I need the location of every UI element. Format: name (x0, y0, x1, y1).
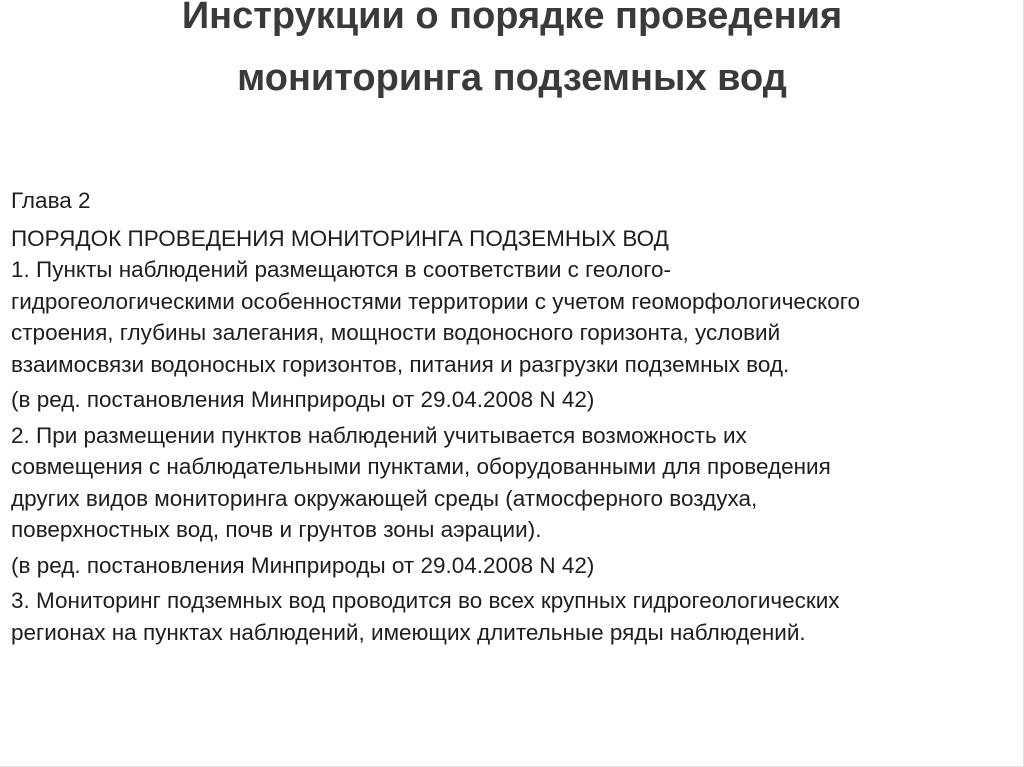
item-3-line: регионах на пунктах наблюдений, имеющих длительные ряды наблюдений. (11, 619, 806, 645)
slide-title-line-2: мониторинга подземных вод (237, 57, 787, 99)
section-heading: ПОРЯДОК ПРОВЕДЕНИЯ МОНИТОРИНГА ПОДЗЕМНЫХ ВОД (11, 225, 669, 251)
slide-body (11, 185, 1011, 648)
item-1-line: 1. Пункты наблюдений размещаются в соответствии с геолого- (11, 257, 672, 282)
item-3-line: 3. Мониторинг подземных вод проводится во всех крупных гидрогеологических (11, 588, 840, 613)
item-2-line: поверхностных вод, почв и грунтов зоны аэрации). (11, 517, 542, 542)
slide-title (0, 0, 1024, 109)
item-1-line: строения, глубины залегания, мощности водоносного горизонта, условий (11, 320, 781, 345)
item-3 (11, 585, 1011, 648)
amendment-note-1: (в ред. постановления Минприроды от 29.04.2008 N 42) (11, 387, 595, 412)
item-1-line: взаимосвязи водоносных горизонтов, питания и разгрузки подземных вод. (11, 351, 790, 377)
item-1 (11, 254, 1011, 380)
amendment-note-2: (в ред. постановления Минприроды от 29.04.2008 N 42) (11, 552, 595, 578)
item-2-line: других видов мониторинга окружающей среды (атмосферного воздуха, (11, 485, 758, 511)
slide-title-line-1: Инструкции о порядке проведения (181, 0, 843, 37)
item-1-line: гидрогеологическими особенностями территории с учетом геоморфологического (11, 288, 861, 314)
item-2-line: 2. При размещении пунктов наблюдений учитывается возможность их (11, 422, 747, 448)
item-2 (11, 420, 1011, 546)
chapter-label: Глава 2 (11, 188, 91, 213)
item-2-line: совмещения с наблюдательными пунктами, оборудованными для проведения (11, 454, 831, 479)
